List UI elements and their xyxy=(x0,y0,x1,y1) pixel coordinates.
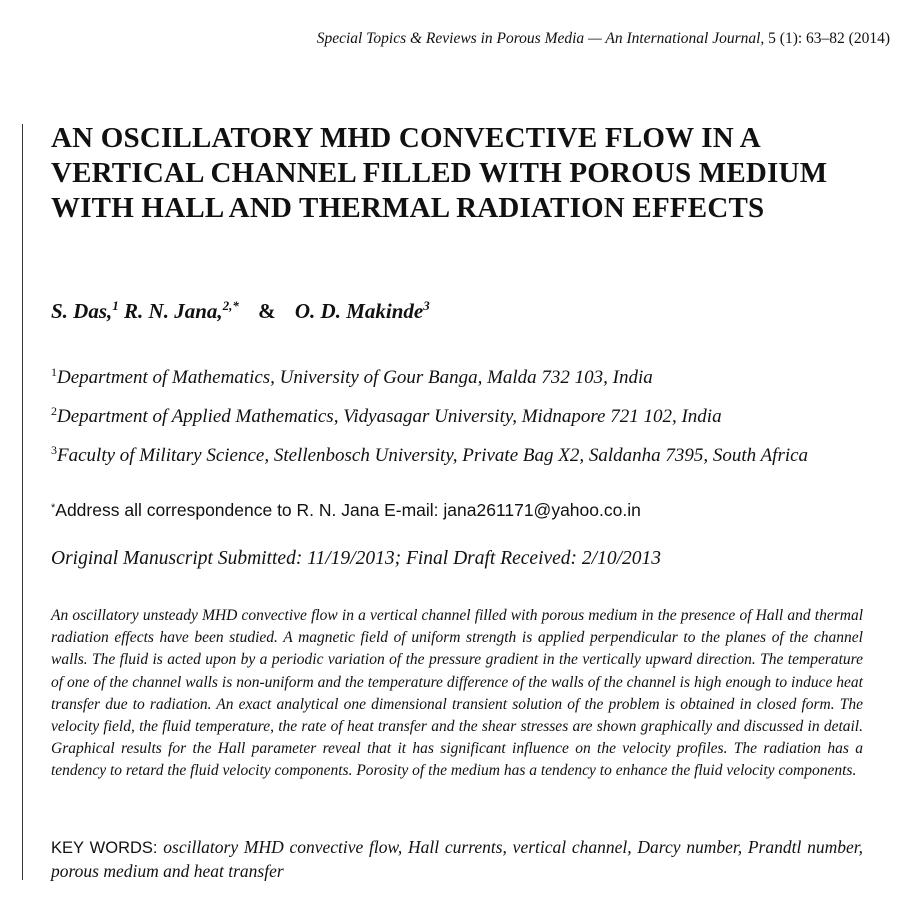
affiliation-list xyxy=(51,360,863,477)
paper-title: AN OSCILLATORY MHD CONVECTIVE FLOW IN A VERTICAL CHANNEL FILLED WITH POROUS MEDIUM WITH HALL AND THERMAL RADIATION EFFECTS xyxy=(51,122,828,224)
correspondence-mark: * xyxy=(51,502,56,514)
journal-volume: 5 (1): 63–82 (2014) xyxy=(768,30,890,47)
keywords xyxy=(51,836,863,883)
author-affiliation-mark: 1 xyxy=(112,298,119,313)
affiliation-text: Faculty of Military Science, Stellenbosch University, Private Bag X2, Saldanha 7395, South Africa xyxy=(57,445,809,466)
abstract: An oscillatory unsteady MHD convective flow in a vertical channel filled with porous medium in the presence of Hall and thermal radiation effects have been studied. A magnetic field of uniform strength is applied perpendicular to the planes of the channel walls. The fluid is acted upon by a periodic variation of the pressure gradient in the vertically upward direction. The temperature of one of the channel walls is non-uniform and the temperature difference of the walls of the channel is high enough to induce heat transfer due to radiation. An exact analytical one dimensional transient solution of the problem is obtained in closed form. The velocity field, the fluid temperature, the rate of heat transfer and the shear stresses are shown graphically and discussed in detail. Graphical results for the Hall parameter reveal that it has significant influence on the velocity profiles. The radiation has a tendency to retard the fluid velocity components. Porosity of the medium has a tendency to enhance the fluid velocity components. xyxy=(51,607,863,780)
author-affiliation-mark: 3 xyxy=(423,298,430,313)
affiliation xyxy=(51,399,863,429)
journal-name: Special Topics & Reviews in Porous Media — An International Journal, xyxy=(316,30,765,47)
author-name: R. N. Jana, xyxy=(124,299,223,323)
affiliation xyxy=(51,360,863,390)
affiliation-mark: 2 xyxy=(51,404,57,418)
keywords-text: oscillatory MHD convective flow, Hall currents, vertical channel, Darcy number, Prandtl number, porous medium and heat transfer xyxy=(51,837,863,881)
margin-rule xyxy=(22,124,23,880)
keywords-label: KEY WORDS: xyxy=(51,839,158,857)
correspondence-note xyxy=(51,500,641,521)
affiliation-text: Department of Mathematics, University of Gour Banga, Malda 732 103, India xyxy=(57,367,653,388)
affiliation-mark: 1 xyxy=(51,365,57,379)
author-separator: & xyxy=(258,299,276,323)
author-list xyxy=(51,298,430,324)
correspondence-text: Address all correspondence to R. N. Jana E-mail: jana261171@yahoo.co.in xyxy=(55,500,641,520)
journal-header xyxy=(317,30,890,48)
author-affiliation-mark: 2,* xyxy=(222,298,239,313)
affiliation-text: Department of Applied Mathematics, Vidyasagar University, Midnapore 721 102, India xyxy=(57,406,722,427)
affiliation-mark: 3 xyxy=(51,443,57,457)
manuscript-dates: Original Manuscript Submitted: 11/19/2013; Final Draft Received: 2/10/2013 xyxy=(51,548,662,569)
author-name: O. D. Makinde xyxy=(294,299,424,323)
affiliation xyxy=(51,438,863,468)
author-name: S. Das, xyxy=(51,299,113,323)
